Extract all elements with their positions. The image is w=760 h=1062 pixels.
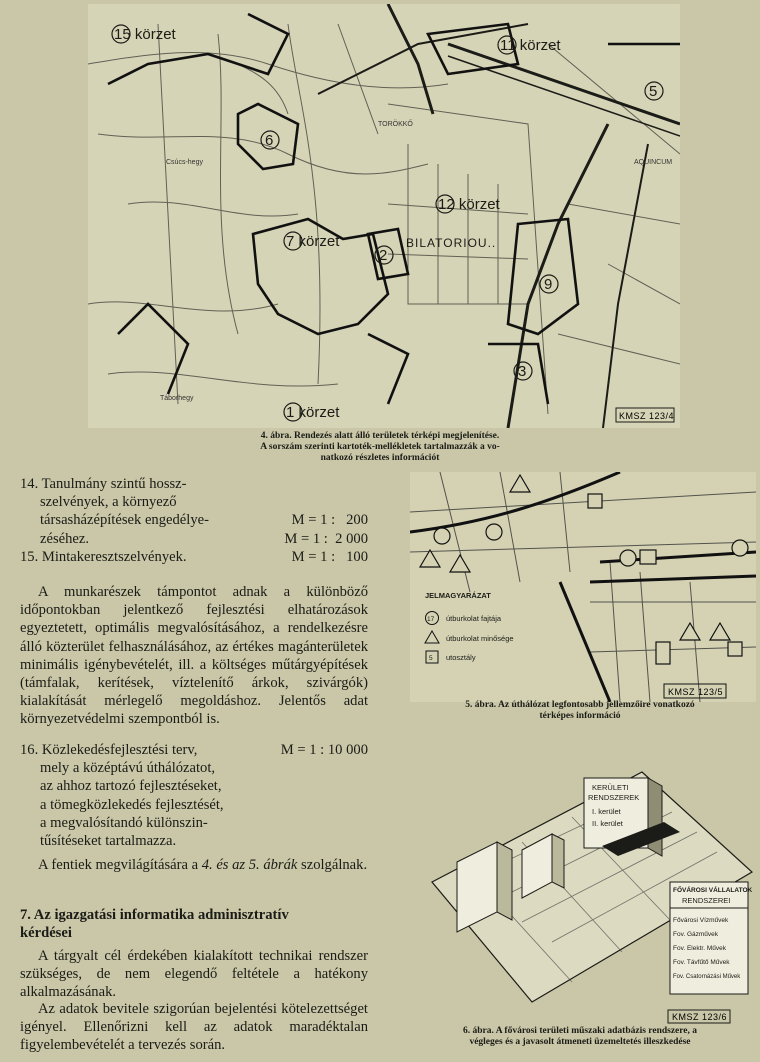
map-label-korzet12: 12 körzet <box>438 196 500 213</box>
map-label-korzet1: 1 körzet <box>286 404 340 421</box>
figure-6-box1-line1: KERÜLETI <box>592 783 629 792</box>
section-7-heading: 7. Az igazgatási informatika adminisztratív kérdései <box>20 907 289 942</box>
figure-4-caption-line1: 4. ábra. Rendezés alatt álló területek térképi megjelenítése. <box>260 431 500 441</box>
paragraph-3: A tárgyalt cél érdekében kialakított technikai rendszer szükséges, de nem elegendő feltétele a hatékony alkalmazásának. <box>20 948 368 1001</box>
figure-6-box1-line4: II. kerület <box>592 819 623 828</box>
figure-5-legend-2: útburkolat minősége <box>446 634 514 643</box>
map-label-korzet3: 3 <box>518 363 527 380</box>
figure-6-caption-line1: 6. ábra. A fővárosi területi műszaki adatbázis rendszere, a <box>462 1026 698 1036</box>
paragraph-2 <box>20 856 368 874</box>
figure-5-legend-1: útburkolat fajtája <box>446 614 502 623</box>
paragraph-2-post: szolgálnak. <box>297 857 368 873</box>
map-label-korzet2: 2 <box>379 247 388 264</box>
item-15 <box>20 548 368 566</box>
map-label-hegy-bottom: Táborhegy <box>160 395 194 402</box>
figure-6-box2-title: FŐVÁROSI VÁLLALATOK <box>673 887 753 894</box>
figure-6-stamp: KMSZ 123/6 <box>672 1012 728 1022</box>
item-14-line1: 14. Tanulmány szintű hossz- <box>20 476 187 492</box>
figure-4-caption-line3: natkozó részletes információt <box>320 453 440 463</box>
item-16-line3: az ahhoz tartozó fejlesztéseket, <box>40 778 222 795</box>
figure-5-legend-sym3: 5 <box>429 655 433 662</box>
figure-5-caption-line2: térképes információ <box>539 711 621 721</box>
figure-4-caption <box>140 431 620 464</box>
figure-6-box1-line3: I. kerület <box>592 807 621 816</box>
figure-5-map <box>410 472 756 702</box>
figure-5-legend-sym1: 17 <box>427 616 435 623</box>
figure-6-box2-item2: Fov. Gázművek <box>673 931 719 938</box>
item-16-scale: M = 1 : 10 000 <box>280 742 368 758</box>
figure-4-map <box>88 4 680 428</box>
item-16-line4: a tömegközlekedés fejlesztését, <box>40 796 224 813</box>
item-16 <box>20 741 368 850</box>
map-label-korzet7: 7 körzet <box>286 233 340 250</box>
paragraph-4: Az adatok bevitele szigorúan bejelentési kötelezettséget igényel. Ellenőrizni kell az adatok maradéktalan figyelembevételét a tervezés során. <box>20 1001 368 1054</box>
item-14 <box>20 475 368 548</box>
map-label-area: BILATORIOU.. <box>406 236 497 250</box>
figure-5-caption <box>400 700 760 722</box>
figure-6-caption <box>400 1026 760 1048</box>
map-label-korzet15: 15 körzet <box>114 26 176 43</box>
paragraph-2-figure-ref: 4. és az 5. ábrák <box>201 857 298 873</box>
paragraph-1: A munkarészek támpontot adnak a különböző időpontokban jelentkező fejlesztési elhatározások egyeztetett, optimális megvalósításához, a rendelkezésre álló közterület felhasználásához, az értékes magánterületek minimális igénybevételét, ill. a költséges műtárgyépítések (támfalak, kerítések, víztelenítő árkok, szivárgók) kialakítását mérlegelő megoldáshoz. Jelentős adat környezetvédelmi szempontból is. <box>20 584 368 728</box>
figure-6-caption-line2: végleges és a javasolt átmeneti üzemeltetés illeszkedése <box>469 1037 691 1047</box>
item-16-line5: a megvalósítandó különszin- <box>40 814 208 831</box>
item-14-line4: zéséhez. <box>40 530 90 547</box>
figure-6-box2-subtitle: RENDSZEREI <box>682 896 731 905</box>
figure-5-legend-title: JELMAGYARÁZAT <box>425 591 491 600</box>
item-14-scale2: M = 1 : 2 000 <box>284 530 368 547</box>
figure-6-box2-item3: Fov. Elektr. Művek <box>673 945 726 952</box>
map-label-korzet11: 11 körzet <box>500 37 561 54</box>
item-16-line6: tűsítéseket tartalmazza. <box>40 833 177 850</box>
map-label-korzet9: 9 <box>544 276 553 293</box>
item-15-scale: M = 1 : 100 <box>291 549 368 565</box>
item-16-line2: mely a középtávú úthálózatot, <box>40 760 216 777</box>
figure-6-box2-item4: Fov. Távfűtő Művek <box>673 959 730 966</box>
item-14-line2: szelvények, a környező <box>40 494 177 511</box>
figure-6-box2-item5: Fov. Csatornázási Művek <box>673 974 741 980</box>
figure-6-box1-line2: RENDSZEREK <box>588 793 640 802</box>
item-16-line1: 16. Közlekedésfejlesztési terv, <box>20 742 198 758</box>
item-15-text: 15. Mintakeresztszelvények. <box>20 549 187 565</box>
map-label-street: TORÖKKŐ <box>378 121 413 128</box>
figure-5-legend-3: utosztály <box>446 653 476 662</box>
figure-4-stamp: KMSZ 123/4 <box>619 411 675 421</box>
figure-6-box2-item1: Fővárosi Vízművek <box>673 917 729 924</box>
figure-5-stamp: KMSZ 123/5 <box>668 687 724 697</box>
figure-5-caption-line1: 5. ábra. Az úthálózat legfontosabb jellemzőire vonatkozó <box>465 700 695 710</box>
map-label-aquincum: AQUINCUM <box>634 159 673 166</box>
item-14-line3: társasházépítések engedélye- <box>40 512 209 529</box>
map-label-korzet5: 5 <box>649 83 658 100</box>
item-14-scale1: M = 1 : 200 <box>291 512 368 529</box>
map-label-korzet6: 6 <box>265 132 274 149</box>
paragraph-2-pre: A fentiek megvilágítására a <box>38 857 202 873</box>
map-label-hegy-top: Csúcs-hegy <box>166 159 203 166</box>
figure-4-caption-line2: A sorszám szerinti kartoték-mellékletek tartalmazzák a vo- <box>260 442 500 452</box>
figure-6-diagram <box>412 762 758 1024</box>
